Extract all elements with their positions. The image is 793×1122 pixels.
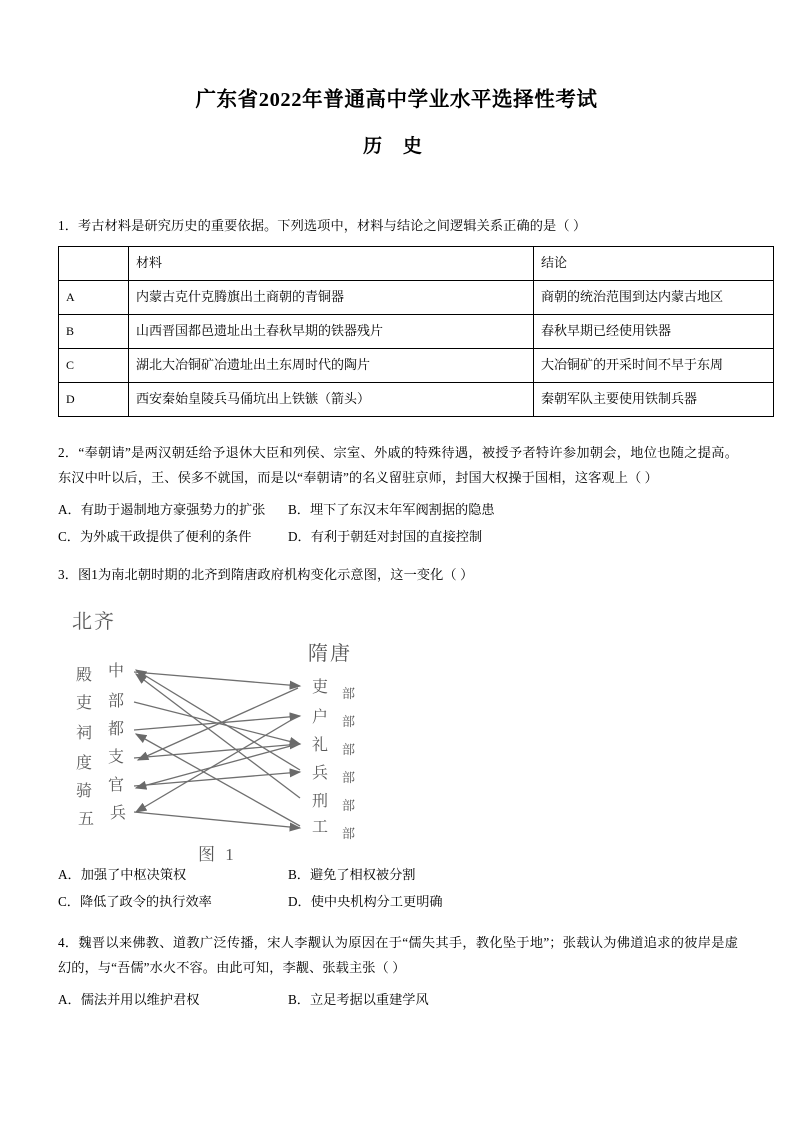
option-label: B．: [288, 867, 310, 882]
option-label: C．: [58, 894, 80, 909]
option-label: A．: [58, 992, 81, 1007]
table-row: [59, 383, 774, 417]
option-text: 加强了中枢决策权: [80, 867, 187, 882]
row-material: 内蒙古克什克腾旗出土商朝的青铜器: [129, 281, 534, 315]
question-4-options-row-1: [58, 987, 748, 1012]
table-header-conclusion: 结论: [534, 247, 774, 281]
figure-left-outer-5: 骑: [76, 783, 93, 800]
option-text: 有助于遏制地方豪强势力的扩张: [80, 502, 266, 517]
row-key: C: [59, 349, 129, 383]
figure-left-outer-2: 吏: [76, 695, 93, 712]
question-3-option-d: [288, 889, 443, 914]
option-text: 埋下了东汉末年军阀割据的隐患: [309, 502, 495, 517]
question-4-option-a: [58, 987, 288, 1012]
figure-right-item-6: 工: [312, 819, 329, 836]
figure-connector-lines: [134, 670, 300, 828]
figure-left-inner-1: 中: [108, 663, 125, 680]
table-header-key: [59, 247, 129, 281]
page-subtitle: 历 史: [363, 135, 430, 157]
figure-right-suffix-3: 部: [342, 742, 356, 757]
question-2-option-a: [58, 497, 288, 522]
option-label: D．: [288, 529, 311, 544]
question-2-options-row-2: [58, 524, 748, 549]
table-row: [59, 281, 774, 315]
figure-left-outer-3: 祠: [76, 725, 93, 742]
row-conclusion: 大冶铜矿的开采时间不早于东周: [534, 349, 774, 383]
question-2-options-row-1: [58, 497, 748, 522]
figure-left-outer-6: 五: [78, 811, 95, 828]
question-3-stem: 3．图1为南北朝时期的北齐到隋唐政府机构变化示意图，这一变化（ ）: [58, 567, 474, 582]
row-material: 山西晋国都邑遗址出土春秋早期的铁器残片: [129, 315, 534, 349]
figure-left-inner-6: 兵: [110, 805, 127, 822]
question-2-option-d: [288, 524, 482, 549]
question-1-table: [58, 246, 774, 417]
title-block: [0, 86, 793, 158]
option-label: B．: [288, 502, 310, 517]
figure-right-item-3: 礼: [312, 737, 329, 754]
figure-right-suffix-2: 部: [342, 714, 356, 729]
figure-1-diagram: [60, 598, 460, 866]
figure-right-item-1: 吏: [312, 679, 329, 696]
row-material: 西安秦始皇陵兵马俑坑出上铁镞（箭头）: [129, 383, 534, 417]
figure-left-inner-2: 部: [108, 693, 125, 710]
option-label: C．: [58, 529, 80, 544]
table-row: [59, 349, 774, 383]
option-label: A．: [58, 867, 81, 882]
figure-left-inner-3: 都: [108, 721, 125, 738]
figure-left-outer-1: 殿: [76, 667, 93, 684]
question-4-option-b: [288, 987, 429, 1012]
figure-right-item-5: 刑: [312, 793, 329, 810]
figure-right-heading: 隋唐: [308, 643, 352, 665]
row-conclusion: 春秋早期已经使用铁器: [534, 315, 774, 349]
row-material: 湖北大冶铜矿冶遗址出土东周时代的陶片: [129, 349, 534, 383]
option-text: 避免了相权被分割: [309, 867, 416, 882]
option-text: 有利于朝廷对封国的直接控制: [310, 529, 483, 544]
option-label: A．: [58, 502, 81, 517]
figure-right-suffix-1: 部: [342, 686, 356, 701]
row-conclusion: 商朝的统治范围到达内蒙古地区: [534, 281, 774, 315]
question-3-option-c: [58, 889, 288, 914]
figure-caption: 图 1: [198, 845, 237, 864]
figure-right-suffix-6: 部: [342, 826, 356, 841]
figure-right-suffix-4: 部: [342, 770, 356, 785]
figure-left-inner-4: 支: [108, 749, 125, 766]
question-2-option-b: [288, 497, 495, 522]
option-label: B．: [288, 992, 310, 1007]
figure-left-inner-5: 官: [108, 777, 125, 794]
option-text: 使中央机构分工更明确: [310, 894, 443, 909]
option-label: D．: [288, 894, 311, 909]
option-text: 立足考据以重建学风: [309, 992, 429, 1007]
row-conclusion: 秦朝军队主要使用铁制兵器: [534, 383, 774, 417]
question-2-option-c: [58, 524, 288, 549]
figure-right-item-2: 户: [312, 709, 329, 726]
question-4-stem: 4．魏晋以来佛教、道教广泛传播，宋人李觏认为原因在于“儒失其手，教化坠于地”；张载认为佛道追求的彼岸是虚幻的，与“吾儒”水火不容。由此可知，李觏、张载主张（ ）: [58, 935, 738, 975]
figure-right-item-4: 兵: [312, 765, 329, 782]
question-2-stem: 2．“奉朝请”是两汉朝廷给予退休大臣和列侯、宗室、外戚的特殊待遇，被授予者特许参加朝会，地位也随之提高。东汉中叶以后，王、侯多不就国，而是以“奉朝请”的名义留驻京师，封国大权操于国相，这客观上（ ）: [58, 445, 738, 485]
question-3-options-row-2: [58, 889, 748, 914]
table-header-row: [59, 247, 774, 281]
figure-left-outer-4: 度: [76, 755, 93, 772]
option-text: 降低了政令的执行效率: [79, 894, 212, 909]
table-header-material: 材料: [129, 247, 534, 281]
question-1-stem: 1．考古材料是研究历史的重要依据。下列选项中，材料与结论之间逻辑关系正确的是（ ）: [58, 218, 587, 233]
option-text: 儒法并用以维护君权: [80, 992, 200, 1007]
question-3-options-row-1: [58, 862, 748, 887]
page-title: 广东省2022年普通高中学业水平选择性考试: [195, 89, 598, 111]
figure-right-suffix-5: 部: [342, 798, 356, 813]
question-3-option-a: [58, 862, 288, 887]
question-3-option-b: [288, 862, 415, 887]
figure-left-heading: 北齐: [72, 611, 116, 633]
row-key: A: [59, 281, 129, 315]
row-key: B: [59, 315, 129, 349]
row-key: D: [59, 383, 129, 417]
table-row: [59, 315, 774, 349]
option-text: 为外戚干政提供了便利的条件: [79, 529, 252, 544]
